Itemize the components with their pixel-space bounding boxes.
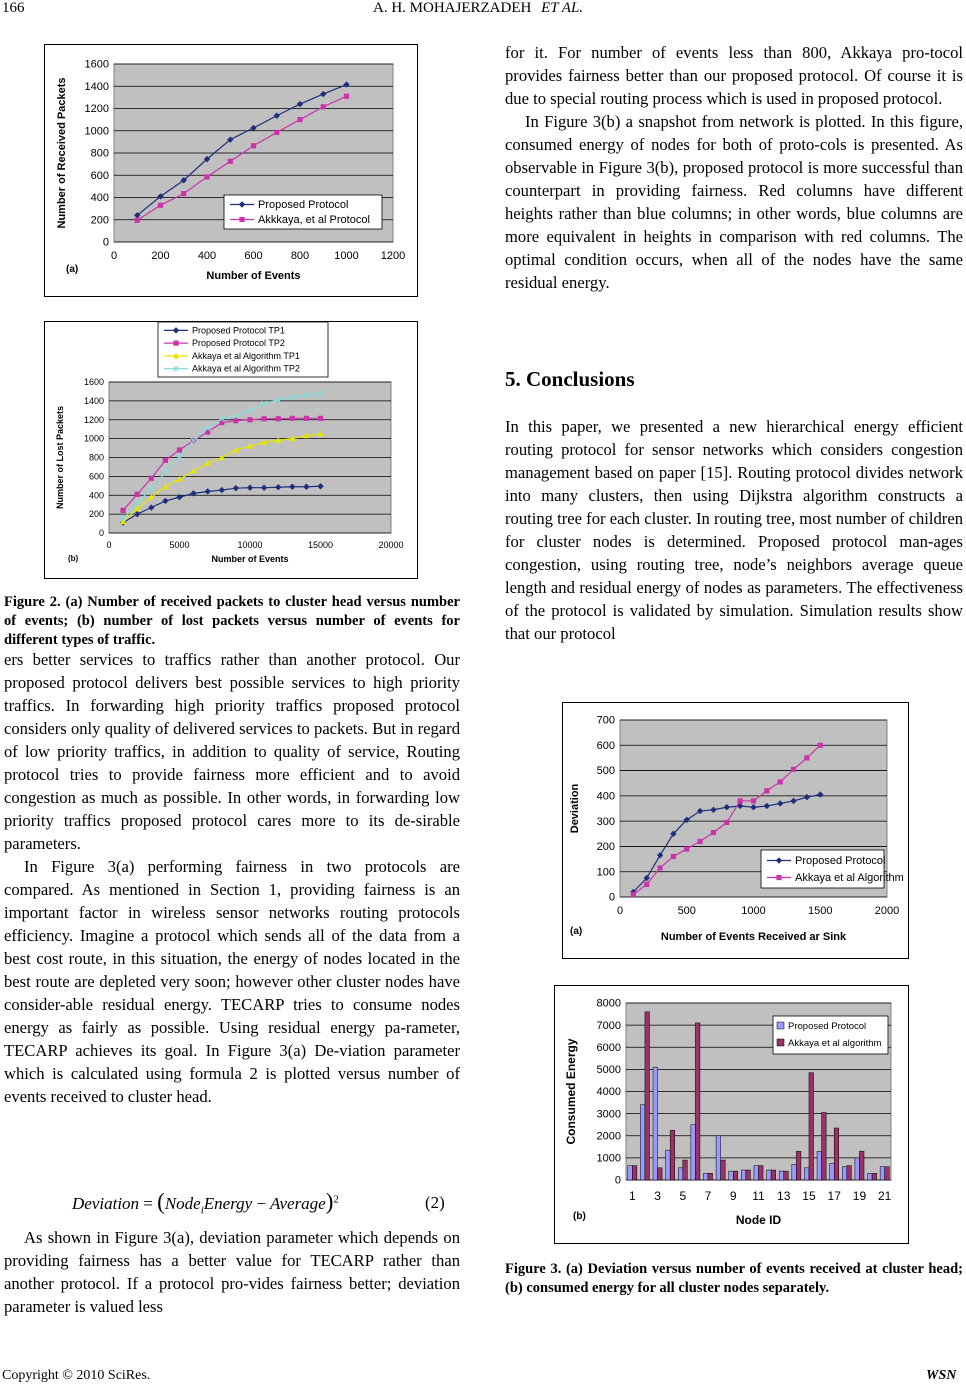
bar bbox=[834, 1128, 839, 1180]
x-axis-label: Number of Events bbox=[211, 554, 289, 564]
data-point bbox=[181, 191, 186, 196]
y-tick-label: 500 bbox=[596, 765, 615, 778]
data-point bbox=[344, 94, 349, 99]
x-tick-label: 15000 bbox=[307, 540, 334, 550]
data-point bbox=[262, 416, 267, 421]
right-paragraph-2: In Figure 3(b) a snapshot from network is plotted. In this figure, consumed energy of nodes for both of proto-cols is presented. As observable in Figure 3(b), proposed protocol is more successful than counterpart in providing fairness. Red columns have different heights rather than blue columns; in other words, blue columns are more equivalent in heights in comparison with red columns. The optimal condition occurs, when all of the nodes have the same residual energy. bbox=[505, 112, 963, 292]
data-point bbox=[711, 830, 716, 835]
y-tick-label: 1400 bbox=[83, 395, 104, 406]
data-point bbox=[135, 492, 140, 497]
data-point bbox=[671, 854, 676, 859]
y-tick-label: 700 bbox=[596, 714, 615, 727]
data-point bbox=[247, 417, 252, 422]
data-point bbox=[149, 476, 154, 481]
bar bbox=[741, 1170, 746, 1180]
x-axis-label: Number of Events bbox=[206, 270, 301, 282]
bar bbox=[784, 1171, 789, 1180]
equation-minus: − bbox=[256, 1194, 267, 1213]
y-tick-label: 1000 bbox=[596, 1152, 621, 1165]
data-point bbox=[158, 203, 163, 208]
legend-marker bbox=[173, 341, 178, 346]
equation-number: (2) bbox=[425, 1193, 445, 1212]
figure-2a-chart bbox=[44, 44, 418, 297]
x-tick-label: 0 bbox=[616, 905, 624, 917]
bar bbox=[721, 1160, 726, 1180]
x-tick-label: 21 bbox=[878, 1189, 892, 1203]
y-tick-label: 100 bbox=[596, 866, 615, 879]
bar bbox=[792, 1165, 797, 1180]
data-point bbox=[644, 882, 649, 887]
data-point bbox=[818, 743, 823, 748]
y-tick-label: 800 bbox=[88, 452, 104, 463]
bar bbox=[809, 1073, 814, 1180]
y-axis-label: Number of Received Packets bbox=[56, 77, 68, 229]
legend-label: Proposed Protocol TP2 bbox=[192, 338, 285, 349]
x-tick-label: 800 bbox=[290, 250, 310, 262]
data-point bbox=[791, 767, 796, 772]
data-point bbox=[163, 458, 168, 463]
y-tick-label: 400 bbox=[90, 192, 109, 205]
y-tick-label: 1400 bbox=[84, 80, 109, 93]
y-axis-label: Deviation bbox=[569, 783, 581, 834]
equation-subscript: i bbox=[200, 1204, 204, 1217]
y-tick-label: 0 bbox=[614, 1174, 621, 1187]
bar bbox=[640, 1105, 645, 1180]
bar bbox=[683, 1160, 688, 1180]
legend-marker bbox=[239, 217, 244, 222]
bar bbox=[771, 1170, 776, 1180]
y-tick-label: 200 bbox=[88, 509, 104, 520]
equation-equals: = bbox=[143, 1194, 153, 1213]
bar bbox=[754, 1166, 759, 1180]
x-tick-label: 19 bbox=[852, 1189, 867, 1203]
bar bbox=[779, 1171, 784, 1180]
footer-copyright: Copyright © 2010 SciRes. bbox=[2, 1368, 151, 1383]
figure-2b-chart bbox=[44, 321, 418, 579]
bar bbox=[708, 1173, 713, 1180]
legend-label: Proposed Protocol TP1 bbox=[192, 325, 285, 336]
x-tick-label: 3 bbox=[654, 1189, 661, 1203]
x-tick-label: 20000 bbox=[378, 540, 404, 550]
equation-average: Average bbox=[270, 1194, 326, 1213]
data-point bbox=[318, 416, 323, 421]
y-tick-label: 0 bbox=[98, 528, 104, 538]
legend-label: Proposed Protocol bbox=[788, 1021, 867, 1032]
data-point bbox=[764, 788, 769, 793]
y-tick-label: 1000 bbox=[84, 125, 109, 138]
legend-label: Proposed Protocol bbox=[795, 855, 886, 868]
right-column-text bbox=[505, 41, 963, 294]
x-tick-label: 7 bbox=[704, 1189, 712, 1203]
y-tick-label: 5000 bbox=[596, 1064, 621, 1077]
bar bbox=[822, 1113, 827, 1180]
running-header bbox=[373, 0, 583, 17]
bar bbox=[716, 1136, 721, 1180]
y-tick-label: 200 bbox=[90, 214, 109, 227]
y-tick-label: 600 bbox=[596, 739, 615, 752]
bar bbox=[872, 1173, 877, 1180]
legend-label: Akkaya et al Algorithm bbox=[795, 872, 904, 885]
equation-energy: Energy bbox=[203, 1194, 253, 1213]
figure-2-caption: Figure 2. (a) Number of received packets to cluster head versus number of events; (b) number of lost packets versus number of events for different types of traffic. bbox=[4, 594, 460, 648]
data-point bbox=[121, 508, 126, 513]
data-point bbox=[228, 159, 233, 164]
bar bbox=[855, 1158, 860, 1180]
data-point bbox=[290, 416, 295, 421]
data-point bbox=[738, 798, 743, 803]
y-tick-label: 800 bbox=[90, 147, 109, 160]
x-tick-label: 15 bbox=[802, 1189, 816, 1203]
y-tick-label: 8000 bbox=[596, 997, 621, 1010]
data-point bbox=[724, 820, 729, 825]
x-axis-label: Node ID bbox=[735, 1213, 782, 1227]
bar bbox=[842, 1167, 847, 1180]
x-tick-label: 9 bbox=[729, 1189, 737, 1203]
y-tick-label: 7000 bbox=[596, 1019, 621, 1032]
legend-swatch bbox=[777, 1039, 784, 1046]
y-tick-label: 1000 bbox=[83, 433, 104, 444]
panel-label: (b) bbox=[68, 554, 79, 563]
data-point bbox=[251, 143, 256, 148]
bar bbox=[691, 1125, 696, 1180]
bar bbox=[703, 1173, 708, 1180]
x-tick-label: 5 bbox=[679, 1189, 687, 1203]
x-tick-label: 13 bbox=[777, 1189, 791, 1203]
bar bbox=[628, 1166, 633, 1180]
data-point bbox=[177, 447, 182, 452]
bar bbox=[847, 1166, 852, 1180]
data-point bbox=[631, 892, 636, 897]
x-tick-label: 200 bbox=[151, 250, 170, 262]
bar bbox=[746, 1170, 751, 1180]
y-tick-label: 2000 bbox=[596, 1130, 621, 1143]
data-point bbox=[233, 418, 238, 423]
bar bbox=[653, 1067, 658, 1180]
x-tick-label: 400 bbox=[197, 250, 217, 262]
bar bbox=[729, 1171, 734, 1180]
left-column-text-bottom bbox=[4, 1226, 460, 1318]
right-column-conclusions bbox=[505, 415, 963, 645]
y-tick-label: 0 bbox=[608, 891, 615, 904]
bar bbox=[885, 1167, 890, 1180]
y-tick-label: 1200 bbox=[83, 414, 104, 425]
bar bbox=[830, 1163, 835, 1180]
y-tick-label: 6000 bbox=[596, 1041, 621, 1054]
y-tick-label: 200 bbox=[596, 841, 615, 854]
data-point bbox=[276, 416, 281, 421]
legend-label: Proposed Protocol bbox=[258, 199, 349, 212]
bar bbox=[868, 1173, 873, 1180]
section-title-conclusions: 5. Conclusions bbox=[505, 367, 635, 391]
bar bbox=[759, 1166, 764, 1180]
x-tick-label: 500 bbox=[677, 905, 696, 917]
panel-label: (a) bbox=[66, 264, 79, 275]
footer-journal: WSN bbox=[926, 1368, 957, 1383]
x-tick-label: 600 bbox=[244, 250, 263, 262]
data-point bbox=[804, 755, 809, 760]
header-authors: A. H. MOHAJERZADEH bbox=[373, 0, 532, 16]
y-axis-label: Consumed Energy bbox=[564, 1038, 578, 1145]
x-tick-label: 1200 bbox=[380, 250, 406, 262]
bar bbox=[658, 1168, 663, 1180]
panel-label: (b) bbox=[573, 1211, 586, 1222]
y-tick-label: 600 bbox=[90, 169, 109, 182]
figure-3b-chart bbox=[554, 985, 909, 1244]
page-number: 166 bbox=[2, 0, 25, 16]
bar bbox=[817, 1151, 822, 1180]
legend-label: Akkaya et al Algorithm TP2 bbox=[192, 363, 300, 374]
bar bbox=[804, 1168, 809, 1180]
left-paragraph-2: In Figure 3(a) performing fairness in two protocols are compared. As mentioned in Section 1, providing fairness is an important factor in wireless sensor networks routing protocols efficiency. Imagine a protocol which sends all of the data from a best cost route, in this situation, the energy of nodes located in the best route are depleted very soon; however other cluster nodes have consider-able residual energy. TECARP tries to consume nodes energy as fairly as possible. Using residual energy pa-rameter, TECARP achieves its goal. In Figure 3(a) De-viation parameter which is calculated using formula 2 is plotted versus number of events received to cluster head. bbox=[4, 857, 460, 1106]
y-tick-label: 300 bbox=[596, 815, 615, 828]
legend-swatch bbox=[777, 1022, 784, 1029]
data-point bbox=[698, 839, 703, 844]
left-column-text bbox=[4, 648, 460, 1108]
legend-label: Akkaya et al Algorithm TP1 bbox=[192, 350, 300, 361]
data-point bbox=[321, 104, 326, 109]
data-point bbox=[657, 865, 662, 870]
x-tick-label: 0 bbox=[106, 540, 112, 550]
bar bbox=[767, 1170, 772, 1180]
x-tick-label: 17 bbox=[827, 1189, 841, 1203]
y-tick-label: 3000 bbox=[596, 1108, 621, 1121]
y-tick-label: 400 bbox=[596, 790, 615, 803]
bar bbox=[695, 1023, 700, 1180]
x-tick-label: 5000 bbox=[169, 540, 190, 550]
data-point bbox=[684, 846, 689, 851]
y-axis-label: Number of Lost Packets bbox=[55, 405, 65, 510]
legend-label: Akkaya et al algorithm bbox=[788, 1038, 882, 1049]
y-tick-label: 1600 bbox=[84, 58, 109, 71]
data-point bbox=[297, 117, 302, 122]
panel-label: (a) bbox=[570, 926, 583, 937]
x-tick-label: 2000 bbox=[874, 905, 900, 917]
bar bbox=[733, 1171, 738, 1180]
data-point bbox=[751, 798, 756, 803]
x-tick-label: 11 bbox=[752, 1189, 765, 1203]
bar bbox=[796, 1151, 801, 1180]
data-point bbox=[778, 779, 783, 784]
y-tick-label: 1600 bbox=[83, 377, 104, 387]
header-et-al: ET AL. bbox=[541, 0, 584, 16]
equation-node: Node bbox=[164, 1194, 201, 1213]
x-tick-label: 1500 bbox=[808, 905, 833, 917]
y-tick-label: 400 bbox=[88, 490, 104, 501]
figure-3a-chart bbox=[562, 702, 909, 959]
bar bbox=[859, 1151, 864, 1180]
bar bbox=[670, 1130, 675, 1180]
legend-label: Akkkaya, et al Protocol bbox=[258, 214, 370, 227]
y-tick-label: 4000 bbox=[596, 1086, 621, 1099]
data-point bbox=[304, 416, 309, 421]
figure-3-caption: Figure 3. (a) Deviation versus number of events received at cluster head; (b) consumed energy for all cluster nodes separately. bbox=[505, 1261, 963, 1296]
y-tick-label: 0 bbox=[102, 236, 109, 249]
right-paragraph-1: for it. For number of events less than 800, Akkaya pro-tocol provides fairness better than our proposed protocol. Of course it is due to special routing process which is used in proposed protocol. bbox=[505, 43, 963, 108]
data-point bbox=[274, 130, 279, 135]
x-tick-label: 1000 bbox=[334, 250, 359, 262]
legend-marker bbox=[776, 875, 781, 880]
y-tick-label: 600 bbox=[88, 471, 104, 482]
equation-power: 2 bbox=[333, 1193, 339, 1206]
bar bbox=[666, 1150, 671, 1180]
bar bbox=[645, 1012, 650, 1180]
right-paragraph-3: In this paper, we presented a new hierarchical energy efficient routing protocol for sensor networks which considers congestion management based on paper [15]. Routing protocol divides network into many clusters, then using Dijkstra algorithm constructs a routing tree for each cluster. In routing tree, most number of children for cluster nodes is determined. Proposed protocol man-ages congestion, using routing tree, node’s neighbors average queue length and residual energy of nodes as parameters. The effectiveness of the protocol is validated by simulation. Simulation results show that our protocol bbox=[505, 417, 963, 643]
x-tick-label: 0 bbox=[110, 250, 118, 262]
equation-lhs: Deviation bbox=[72, 1194, 140, 1213]
bar bbox=[880, 1167, 885, 1180]
equation-2: Deviation = (Node$_i$Energy − Average)$^2$ bbox=[72, 1189, 339, 1217]
x-tick-label: 1000 bbox=[741, 905, 766, 917]
x-tick-label: 1 bbox=[628, 1189, 636, 1203]
data-point bbox=[135, 218, 140, 223]
y-tick-label: 1200 bbox=[84, 103, 109, 116]
left-paragraph-3: As shown in Figure 3(a), deviation parameter which depends on providing fairness has a better value for TECARP rather than another protocol. If a protocol pro-vides fairness better; deviation parameter is valued less bbox=[4, 1228, 460, 1316]
data-point bbox=[204, 174, 209, 179]
x-tick-label: 10000 bbox=[237, 540, 263, 550]
left-paragraph-1: ers better services to traffics rather than another protocol. Our proposed protocol delivers best possible services to high priority traffics. In forwarding high priority traffics proposed protocol considers only quality of delivered services to packets. But in regard of low priority traffics, in addition to quality of service, Routing protocol tries to provide fairness more efficient and to avoid congestion as much as possible. In other words, in forwarding low priority traffics proposed protocol cares more to its de-sirable parameters. bbox=[4, 650, 460, 853]
bar bbox=[632, 1166, 637, 1180]
bar bbox=[678, 1168, 683, 1180]
x-axis-label: Number of Events Received ar Sink bbox=[660, 931, 847, 943]
